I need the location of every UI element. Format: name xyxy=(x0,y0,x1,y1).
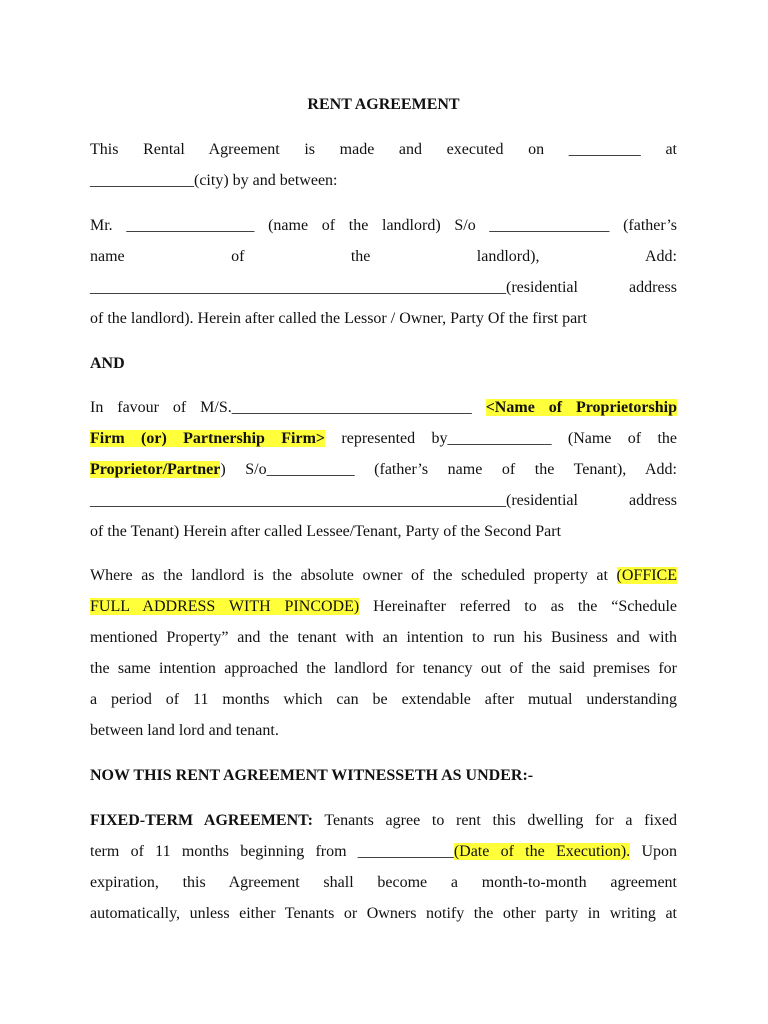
property-line-3: mentioned Property” and the tenant with an intention to run his Business and with xyxy=(90,629,677,646)
lessee-firm-placeholder: <Name of Proprietorship xyxy=(485,399,677,416)
property-line-4: the same intention approached the landlord for tenancy out of the said premises for xyxy=(90,660,677,677)
fixed-term-line-2 xyxy=(90,836,677,867)
lessee-line-5: of the Tenant) Herein after called Lessee/Tenant, Party of the Second Part xyxy=(90,523,562,540)
lessee-line-4: ____________________________________________________(residential address xyxy=(90,492,677,509)
fixed-term-line-3: expiration, this Agreement shall become a month-to-month agreement xyxy=(90,874,677,891)
office-address-placeholder-1: (OFFICE xyxy=(616,567,677,584)
witness-heading: NOW THIS RENT AGREEMENT WITNESSETH AS UNDER:- xyxy=(90,767,534,784)
property-paragraph xyxy=(90,560,677,746)
fixed-term-label: FIXED-TERM AGREEMENT: xyxy=(90,812,313,829)
lessor-paragraph xyxy=(90,210,677,334)
lessor-line-1: Mr. ________________ (name of the landlord) S/o _______________ (father’s xyxy=(90,217,677,234)
lessee-paragraph xyxy=(90,392,677,547)
property-line-6: between land lord and tenant. xyxy=(90,722,279,739)
fixed-term-begin: term of 11 months beginning from ____________ xyxy=(90,843,454,860)
intro-line-2: _____________(city) by and between: xyxy=(90,172,338,189)
fixed-term-text: Tenants agree to rent this dwelling for a fixed xyxy=(312,812,678,829)
property-line-1 xyxy=(90,560,677,591)
intro-line-1: This Rental Agreement is made and executed on _________ at xyxy=(90,141,677,158)
lessee-firm-type-placeholder: Firm (or) Partnership Firm> xyxy=(90,430,326,447)
lessor-line-3: ____________________________________________________(residential address xyxy=(90,279,677,296)
lessor-line-4: of the landlord). Herein after called the Lessor / Owner, Party Of the first part xyxy=(90,310,587,327)
fixed-term-line-1 xyxy=(90,805,677,836)
intro-paragraph xyxy=(90,134,677,196)
and-heading: AND xyxy=(90,355,125,372)
lessee-line-2 xyxy=(90,423,677,454)
property-intro: Where as the landlord is the absolute owner of the scheduled property at xyxy=(90,567,617,584)
lessee-represented-by: represented by_____________ (Name of the xyxy=(325,430,678,447)
property-schedule: Hereinafter referred to as the “Schedule xyxy=(359,598,677,615)
lessee-line-1 xyxy=(90,392,677,423)
property-line-5: a period of 11 months which can be extendable after mutual understanding xyxy=(90,691,677,708)
document-title: RENT AGREEMENT xyxy=(307,96,460,113)
lessee-role-placeholder: Proprietor/Partner xyxy=(90,461,221,478)
lessee-firm-blank: In favour of M/S.______________________________ xyxy=(90,399,486,416)
fixed-term-upon: Upon xyxy=(630,843,677,860)
execution-date-placeholder: (Date of the Execution). xyxy=(453,843,631,860)
property-line-2 xyxy=(90,591,677,622)
lessor-line-2: name of the landlord), Add: xyxy=(90,248,677,265)
fixed-term-paragraph xyxy=(90,805,677,929)
lessee-line-3 xyxy=(90,454,677,485)
fixed-term-line-4: automatically, unless either Tenants or Owners notify the other party in writing at xyxy=(90,905,677,922)
office-address-placeholder-2: FULL ADDRESS WITH PINCODE) xyxy=(90,598,360,615)
lessee-father-name: ) S/o___________ (father’s name of the Tenant), Add: xyxy=(220,461,677,478)
